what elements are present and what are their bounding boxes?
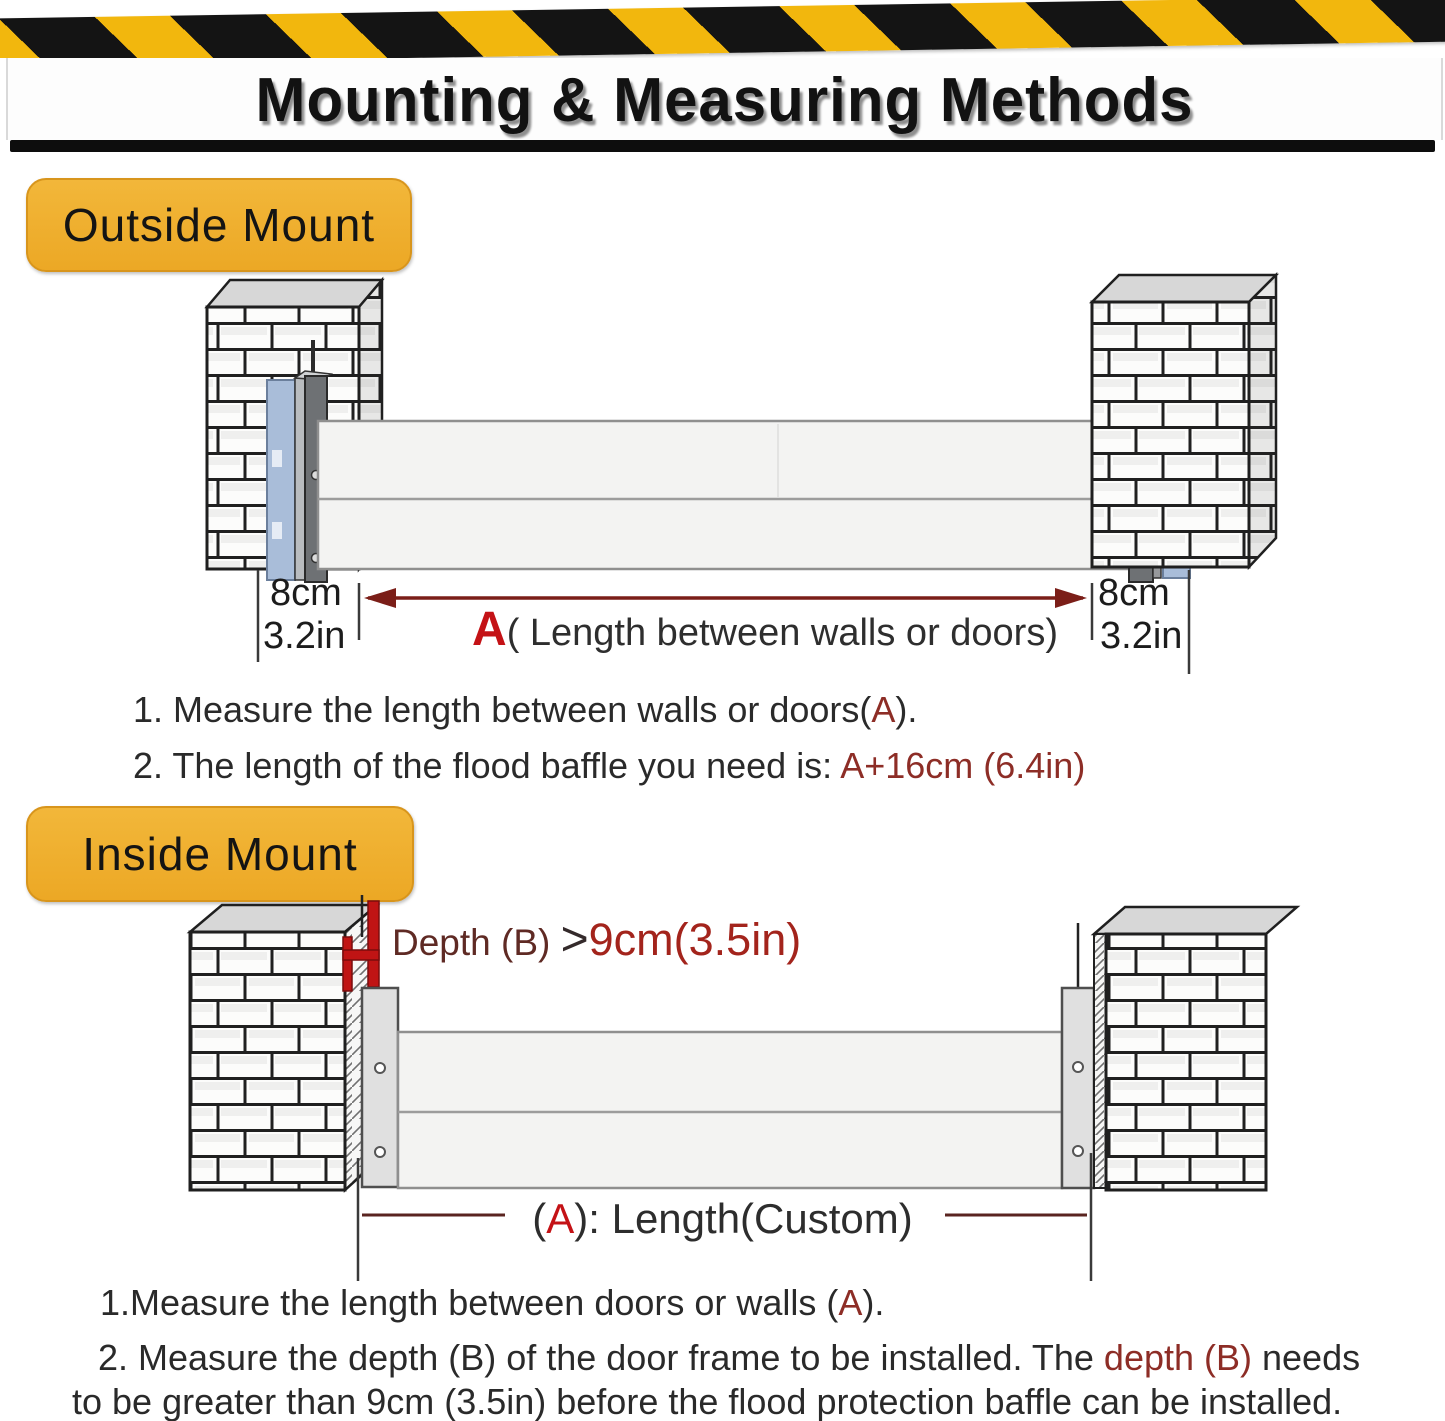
left-blue-seal-strip: [267, 380, 295, 580]
inside-span-label: (A): Length(Custom): [532, 1195, 913, 1242]
header-divider-bar: [10, 140, 1435, 152]
outside-mount-badge-label: Outside Mount: [62, 199, 376, 251]
inside-span-accent-A: A: [546, 1195, 575, 1242]
inside-step-1: 1.Measure the length between doors or walls (A).: [100, 1282, 885, 1323]
inside-right-brick-pillar: [1094, 907, 1297, 1190]
hazard-stripe-band: [0, 0, 1445, 58]
inside-step-2-line-2: to be greater than 9cm (3.5in) before the flood protection baffle can be installed.: [72, 1381, 1343, 1421]
outside-left-gap-in: 3.2in: [263, 615, 346, 657]
hazard-stripes-texture: [0, 0, 1445, 58]
inside-flood-barrier-panels: [398, 1032, 1062, 1188]
inside-left-end-plate: [362, 988, 398, 1187]
title-band: [6, 58, 1443, 140]
inside-mount-badge-label: Inside Mount: [82, 828, 358, 880]
outside-right-gap-in: 3.2in: [1100, 615, 1183, 657]
inside-mount-badge: [26, 806, 414, 902]
outside-span-text: ( Length between walls or doors): [506, 612, 1058, 654]
outside-mount-badge: [26, 178, 412, 272]
outside-span-accent-A: A: [472, 603, 507, 656]
outside-right-brick-pillar: [1092, 275, 1276, 567]
outside-right-gap-cm: 8cm: [1098, 572, 1170, 614]
inside-right-end-plate: [1062, 923, 1094, 1188]
inside-step-2-line-1: 2. Measure the depth (B) of the door frame to be installed. The depth (B) needs: [98, 1337, 1361, 1378]
outside-span-label: [455, 603, 1075, 656]
outside-left-gap-cm: 8cm: [270, 572, 342, 614]
flood-barrier-panels: [318, 421, 1138, 569]
outside-step-2: 2. The length of the flood baffle you need is: A+16cm (6.4in): [133, 745, 1086, 786]
depth-requirement-label: Depth (B) >9cm(3.5in): [392, 913, 802, 966]
page-title: Mounting & Measuring Methods: [255, 64, 1194, 134]
outside-step-1: 1. Measure the length between walls or doors(A).: [133, 689, 918, 730]
